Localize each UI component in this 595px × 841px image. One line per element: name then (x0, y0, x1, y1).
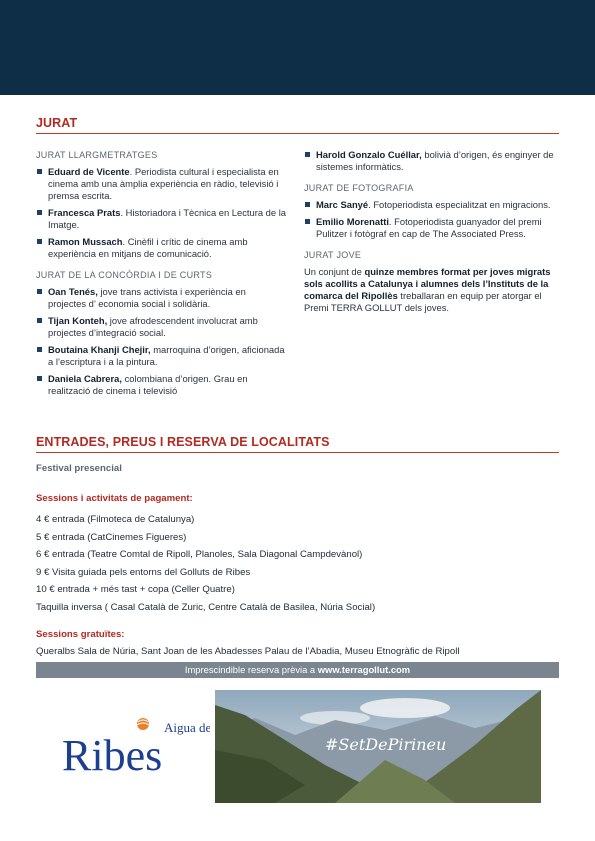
entrades-section-header (36, 435, 559, 453)
price-item: 5 € entrada (CatCinemes Figueres) (36, 531, 187, 543)
list-item: Marc Sanyé. Fotoperiodista especialitzat en migracions. (304, 199, 554, 211)
gratuites-title: Sessions gratuïtes: (36, 629, 125, 640)
jurat-right-column (304, 149, 554, 314)
list-item: Boutaina Khanji Chejir, marroquina d’origen, aficionada a l’escriptura i a la pintura. (36, 344, 286, 368)
fotografia-heading: JURAT DE FOTOGRAFIA (304, 183, 414, 193)
jove-heading: JURAT JOVE (304, 250, 362, 260)
list-item: Emilio Morenatti. Fotoperiodista guanyador del premi Pulitzer i fotògraf en cap de The Associated Press. (304, 216, 554, 240)
list-item: Ramon Mussach. Cinèfil i crític de cinema amb experiència en mitjans de comunicació. (36, 236, 286, 260)
list-item: Tijan Konteh, jove afrodescendent involucrat amb projectes d’integració social. (36, 315, 286, 339)
jove-description: Un conjunt de quinze membres format per joves migrats sols acollits a Catalunya i alumnes dels l’Instituts de la comarca del Ripollès treballaran en equip per atorgar el Premi TERRA GOLLUT dels joves. (304, 266, 551, 313)
reservation-bar: Imprescindible reserva prèvia a www.terragollut.com (36, 662, 559, 678)
price-item: Taquilla inversa ( Casal Català de Zuric, Centre Català de Basilea, Núria Social) (36, 601, 376, 613)
logo-small-text: Aigua de (164, 720, 210, 735)
concordia-list (36, 286, 286, 397)
price-item: 9 € Visita guiada pels entorns del Golluts de Ribes (36, 566, 251, 578)
reservation-link[interactable]: www.terragollut.com (317, 664, 411, 675)
header-band (0, 0, 595, 95)
list-item: Daniela Cabrera, colombiana d’origen. Grau en realització de cinema i televisió (36, 373, 286, 397)
list-item: Oan Tenés, jove trans activista i experiència en projectes d’ economia social i solidària. (36, 286, 286, 310)
price-item: 6 € entrada (Teatre Comtal de Ripoll, Planoles, Sala Diagonal Campdevànol) (36, 549, 363, 561)
jurat-section-header (36, 116, 559, 134)
logo-big-text: Ribes (62, 731, 163, 776)
jurat-left-column (36, 149, 286, 402)
mountain-photo (215, 690, 541, 803)
list-item: Francesca Prats. Historiadora i Tècnica en Lectura de la Imatge. (36, 207, 286, 231)
extra-member-list (304, 149, 554, 173)
price-list (36, 511, 375, 617)
llargmetratges-heading: JURAT LLARGMETRATGES (36, 150, 158, 160)
llargmetratges-list (36, 166, 286, 260)
aigua-de-ribes-logo (60, 716, 210, 776)
gratuites-text: Queralbs Sala de Núria, Sant Joan de les Abadesses Palau de l’Abadia, Museu Etnogràfic de Ripoll (36, 646, 460, 657)
photo-hashtag: #SetDePirineu (325, 735, 447, 754)
entrades-title: ENTRADES, PREUS I RESERVA DE LOCALITATS (36, 435, 330, 449)
list-item: Eduard de Vicente. Periodista cultural i especialista en cinema amb una àmplia experiència en ràdio, televisió i premsa escrita. (36, 166, 286, 202)
fotografia-list (304, 199, 554, 240)
pagament-title: Sessions i activitats de pagament: (36, 493, 193, 504)
price-item: 4 € entrada (Filmoteca de Catalunya) (36, 514, 195, 525)
price-item: 10 € entrada + més tast + copa (Celler Quatre) (36, 584, 235, 596)
concordia-heading: JURAT DE LA CONCÒRDIA I DE CURTS (36, 270, 213, 280)
festival-label: Festival presencial (36, 463, 122, 474)
jurat-title: JURAT (36, 116, 78, 130)
list-item: Harold Gonzalo Cuéllar, bolivià d’origen, és enginyer de sistemes informàtics. (304, 149, 554, 173)
